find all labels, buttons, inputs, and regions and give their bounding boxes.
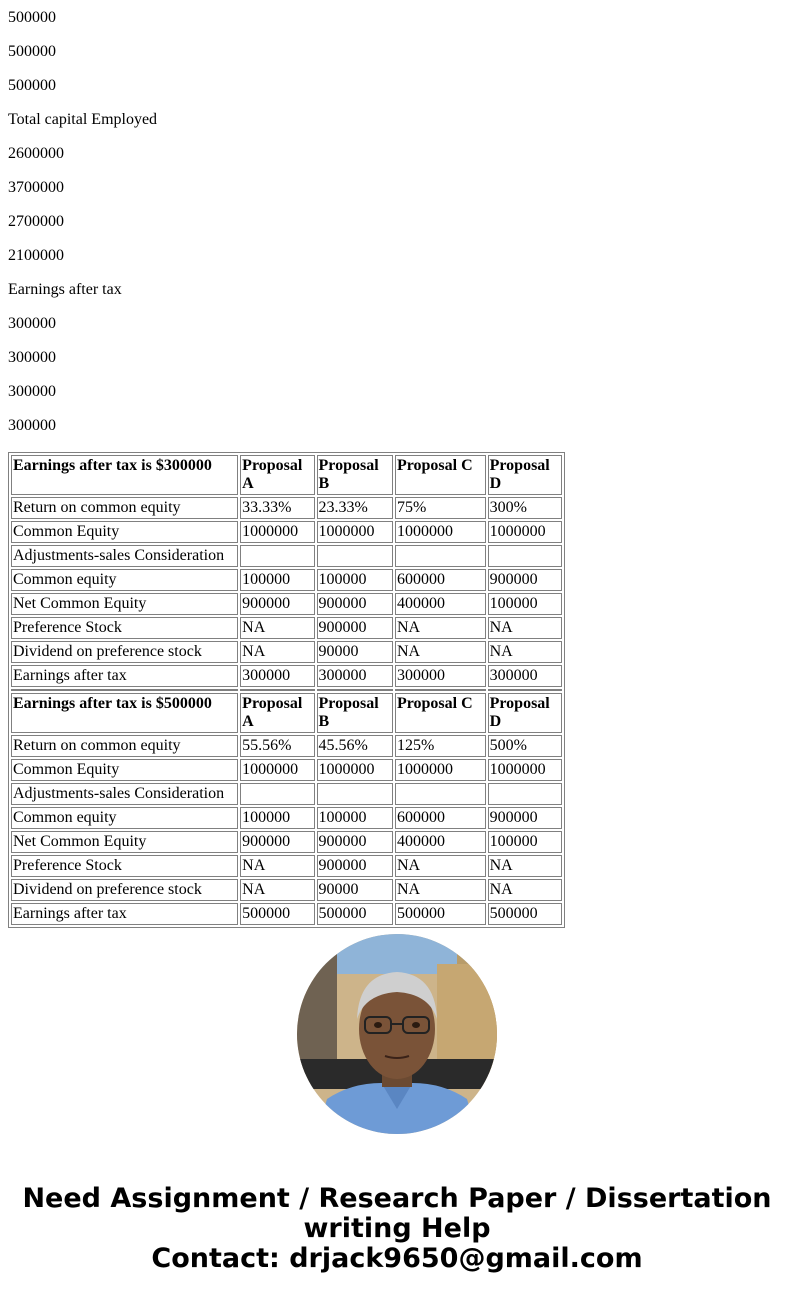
value-cell: 300000 <box>488 665 562 687</box>
text-lines <box>8 9 157 451</box>
table-row <box>11 855 562 877</box>
header-cell: Proposal A <box>240 455 314 495</box>
proposals-table-wrapper <box>8 452 565 928</box>
row-label-cell: Dividend on preference stock <box>11 641 238 663</box>
table-row <box>11 497 562 519</box>
table-row <box>11 903 562 925</box>
text-line: 500000 <box>8 77 56 94</box>
value-cell: 90000 <box>317 641 393 663</box>
table-separator <box>11 689 562 691</box>
value-cell: 1000000 <box>395 759 486 781</box>
value-cell: 500000 <box>240 903 314 925</box>
row-label-cell: Common Equity <box>11 759 238 781</box>
header-cell: Earnings after tax is $500000 <box>11 693 238 733</box>
row-label-cell: Earnings after tax <box>11 903 238 925</box>
value-cell <box>395 783 486 805</box>
text-line: 300000 <box>8 349 56 366</box>
value-cell: 500000 <box>488 903 562 925</box>
table-row <box>11 831 562 853</box>
table-row <box>11 783 562 805</box>
value-cell: 1000000 <box>317 521 393 543</box>
separator-cell <box>317 689 393 691</box>
text-line: 2700000 <box>8 213 64 230</box>
author-photo <box>297 934 497 1134</box>
value-cell: NA <box>240 855 314 877</box>
value-cell: 100000 <box>488 593 562 615</box>
value-cell: 1000000 <box>488 759 562 781</box>
value-cell: 900000 <box>317 617 393 639</box>
value-cell: 900000 <box>317 855 393 877</box>
row-label-cell: Dividend on preference stock <box>11 879 238 901</box>
table-row <box>11 879 562 901</box>
value-cell: 300000 <box>317 665 393 687</box>
table-row <box>11 521 562 543</box>
value-cell: 900000 <box>317 831 393 853</box>
separator-cell <box>11 689 238 691</box>
value-cell: 300% <box>488 497 562 519</box>
value-cell: 600000 <box>395 569 486 591</box>
value-cell: 23.33% <box>317 497 393 519</box>
value-cell: 300000 <box>240 665 314 687</box>
value-cell <box>240 783 314 805</box>
text-line: 2600000 <box>8 145 64 162</box>
value-cell: NA <box>240 641 314 663</box>
row-label-cell: Adjustments-sales Consideration <box>11 783 238 805</box>
value-cell: NA <box>395 617 486 639</box>
header-cell: Proposal D <box>488 455 562 495</box>
row-label-cell: Net Common Equity <box>11 831 238 853</box>
text-line: 2100000 <box>8 247 64 264</box>
value-cell: 500000 <box>395 903 486 925</box>
value-cell <box>488 545 562 567</box>
header-cell: Proposal A <box>240 693 314 733</box>
header-cell: Proposal C <box>395 693 486 733</box>
value-cell: NA <box>240 617 314 639</box>
value-cell: 100000 <box>240 807 314 829</box>
value-cell: NA <box>488 617 562 639</box>
text-line: 500000 <box>8 9 56 26</box>
promo-headline: Need Assignment / Research Paper / Dissertation writing Help <box>22 1183 772 1244</box>
value-cell: NA <box>395 641 486 663</box>
value-cell: 500000 <box>317 903 393 925</box>
value-cell: 33.33% <box>240 497 314 519</box>
value-cell: NA <box>488 855 562 877</box>
value-cell: NA <box>395 855 486 877</box>
value-cell: NA <box>395 879 486 901</box>
row-label-cell: Common equity <box>11 807 238 829</box>
text-line: 300000 <box>8 417 56 434</box>
header-cell: Proposal D <box>488 693 562 733</box>
value-cell: 1000000 <box>240 521 314 543</box>
value-cell <box>240 545 314 567</box>
header-cell: Earnings after tax is $300000 <box>11 455 238 495</box>
row-label-cell: Net Common Equity <box>11 593 238 615</box>
value-cell: 400000 <box>395 593 486 615</box>
value-cell: 900000 <box>240 831 314 853</box>
value-cell: NA <box>240 879 314 901</box>
value-cell: 100000 <box>317 569 393 591</box>
table-row <box>11 665 562 687</box>
text-line: 300000 <box>8 315 56 332</box>
table-row <box>11 545 562 567</box>
row-label-cell: Adjustments-sales Consideration <box>11 545 238 567</box>
value-cell: 90000 <box>317 879 393 901</box>
value-cell: 1000000 <box>488 521 562 543</box>
row-label-cell: Preference Stock <box>11 855 238 877</box>
separator-cell <box>240 689 314 691</box>
value-cell: 75% <box>395 497 486 519</box>
value-cell: 500% <box>488 735 562 757</box>
table-row <box>11 593 562 615</box>
value-cell: 100000 <box>240 569 314 591</box>
text-line: 300000 <box>8 383 56 400</box>
value-cell <box>317 545 393 567</box>
value-cell: 55.56% <box>240 735 314 757</box>
value-cell: 1000000 <box>240 759 314 781</box>
row-label-cell: Return on common equity <box>11 735 238 757</box>
table-row <box>11 735 562 757</box>
value-cell: NA <box>488 879 562 901</box>
value-cell: 400000 <box>395 831 486 853</box>
header-cell: Proposal B <box>317 455 393 495</box>
row-label-cell: Earnings after tax <box>11 665 238 687</box>
text-line: Total capital Employed <box>8 111 158 128</box>
author-avatar <box>297 934 497 1134</box>
text-line: 3700000 <box>8 179 64 196</box>
value-cell: 900000 <box>240 593 314 615</box>
value-cell: 100000 <box>488 831 562 853</box>
row-label-cell: Common equity <box>11 569 238 591</box>
table-row <box>11 641 562 663</box>
table-header-row <box>11 693 562 733</box>
table-row <box>11 617 562 639</box>
header-cell: Proposal B <box>317 693 393 733</box>
value-cell: 45.56% <box>317 735 393 757</box>
value-cell <box>488 783 562 805</box>
text-line: Earnings after tax <box>8 281 122 298</box>
header-cell: Proposal C <box>395 455 486 495</box>
table-row <box>11 569 562 591</box>
value-cell <box>317 783 393 805</box>
proposals-table <box>8 452 565 928</box>
table-header-row <box>11 455 562 495</box>
table-row <box>11 759 562 781</box>
row-label-cell: Return on common equity <box>11 497 238 519</box>
value-cell: NA <box>488 641 562 663</box>
table-row <box>11 807 562 829</box>
value-cell: 900000 <box>488 569 562 591</box>
value-cell: 900000 <box>488 807 562 829</box>
promo-contact: Contact: drjack9650@gmail.com <box>151 1243 643 1274</box>
value-cell: 1000000 <box>395 521 486 543</box>
row-label-cell: Preference Stock <box>11 617 238 639</box>
text-line: 500000 <box>8 43 56 60</box>
separator-cell <box>488 689 562 691</box>
value-cell: 300000 <box>395 665 486 687</box>
value-cell <box>395 545 486 567</box>
value-cell: 900000 <box>317 593 393 615</box>
value-cell: 600000 <box>395 807 486 829</box>
value-cell: 100000 <box>317 807 393 829</box>
row-label-cell: Common Equity <box>11 521 238 543</box>
promo-banner <box>0 1184 794 1274</box>
value-cell: 125% <box>395 735 486 757</box>
separator-cell <box>395 689 486 691</box>
value-cell: 1000000 <box>317 759 393 781</box>
